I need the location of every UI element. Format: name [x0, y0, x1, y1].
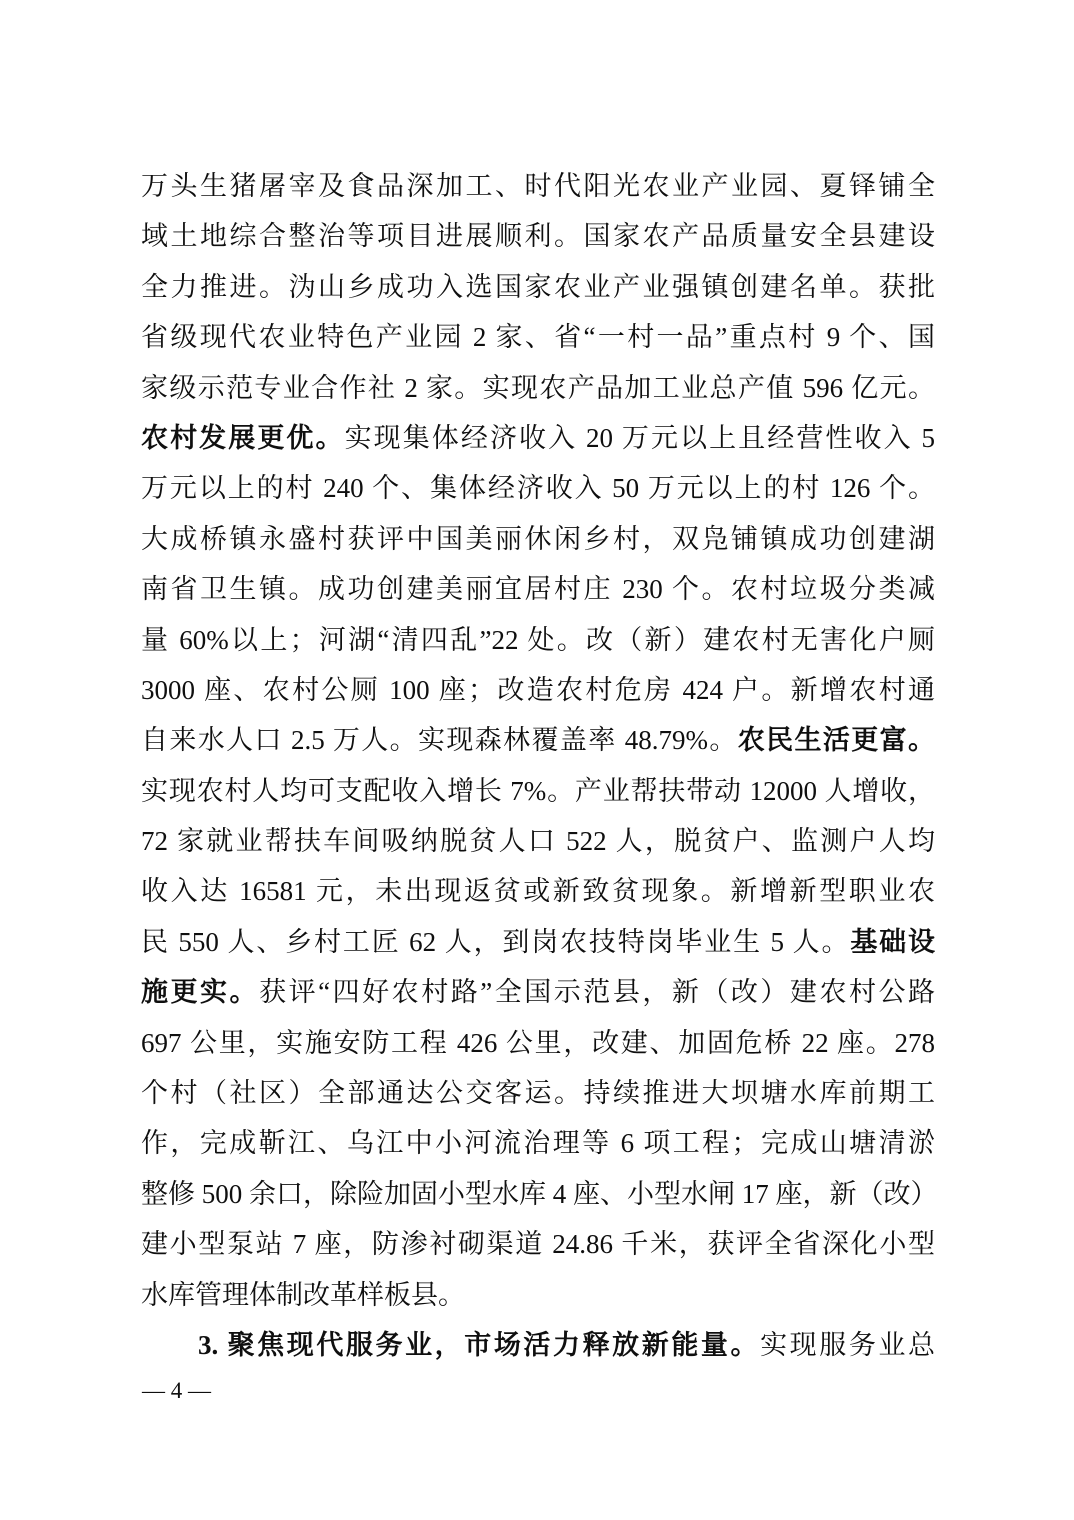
text-segment: 自来水人口 2.5 万人。实现森林覆盖率 48.79%。	[141, 725, 738, 756]
text-line	[141, 665, 935, 715]
text-line	[141, 413, 935, 463]
text-segment: 水库管理体制改革样板县。	[141, 1279, 465, 1310]
text-segment: 省级现代农业特色产业园 2 家、省“一村一品”重点村 9 个、国	[141, 322, 935, 353]
text-segment: 实现农村人均可支配收入增长 7%。产业帮扶带动 12000 人增收，	[141, 775, 935, 806]
text-line	[141, 1169, 938, 1219]
text-line	[141, 766, 935, 816]
text-line	[141, 1219, 935, 1269]
text-segment: 家级示范专业合作社 2 家。实现农产品加工业总产值 596 亿元。	[141, 372, 935, 403]
text-segment: 全力推进。沩山乡成功入选国家农业产业强镇创建名单。获批	[141, 271, 935, 302]
bold-text-segment: 基础设	[850, 926, 936, 957]
text-segment: 建小型泵站 7 座，防渗衬砌渠道 24.86 千米，获评全省深化小型	[141, 1229, 935, 1260]
bold-text-segment: 3. 聚焦现代服务业，市场活力释放新能量。	[198, 1329, 761, 1360]
text-line	[141, 917, 935, 967]
bold-text-segment: 农村发展更优。	[141, 422, 345, 453]
text-line	[141, 866, 935, 916]
text-segment: 民 550 人、乡村工匠 62 人，到岗农技特岗毕业生 5 人。	[141, 926, 851, 957]
text-segment: 实现服务业总	[760, 1329, 936, 1360]
page-number: — 4 —	[142, 1378, 211, 1403]
text-line	[141, 1270, 935, 1320]
text-segment: 万头生猪屠宰及食品深加工、时代阳光农业产业园、夏铎铺全	[141, 171, 935, 201]
text-segment: 南省卫生镇。成功创建美丽宜居村庄 230 个。农村垃圾分类减	[141, 574, 935, 605]
text-line	[141, 262, 935, 312]
text-segment: 72 家就业帮扶车间吸纳脱贫人口 522 人，脱贫户、监测户人均	[141, 826, 935, 857]
text-line	[141, 564, 935, 614]
text-segment: 697 公里，实施安防工程 426 公里，改建、加固危桥 22 座。278	[141, 1027, 935, 1058]
text-line	[141, 463, 935, 513]
text-line	[141, 816, 935, 866]
text-line	[141, 514, 935, 564]
bold-text-segment: 农民生活更富。	[737, 725, 935, 756]
text-segment: 实现集体经济收入 20 万元以上且经营性收入 5	[344, 422, 935, 453]
text-segment: 获评“四好农村路”全国示范县，新（改）建农村公路	[259, 977, 936, 1008]
text-line	[141, 967, 935, 1017]
text-segment: 收入达 16581 元，未出现返贫或新致贫现象。新增新型职业农	[141, 876, 935, 907]
text-line	[141, 715, 935, 765]
text-segment: 量 60%以上；河湖“清四乱”22 处。改（新）建农村无害化户厕	[141, 624, 935, 655]
document-body	[141, 161, 938, 1370]
text-line	[141, 1320, 935, 1370]
text-line	[141, 615, 935, 665]
text-line	[141, 1018, 935, 1068]
text-segment: 个村（社区）全部通达公交客运。持续推进大坝塘水库前期工	[141, 1078, 935, 1109]
text-line	[141, 161, 935, 211]
text-segment: 万元以上的村 240 个、集体经济收入 50 万元以上的村 126 个。	[141, 473, 935, 504]
text-line	[141, 1068, 935, 1118]
text-line	[141, 363, 935, 413]
text-segment: 作，完成靳江、乌江中小河流治理等 6 项工程；完成山塘清淤	[141, 1128, 935, 1159]
text-segment: 域土地综合整治等项目进展顺利。国家农产品质量安全县建设	[141, 221, 935, 252]
text-line	[141, 211, 935, 261]
bold-text-segment: 施更实。	[141, 977, 260, 1008]
text-segment: 整修 500 余口，除险加固小型水库 4 座、小型水闸 17 座，新（改）	[141, 1178, 938, 1209]
text-line	[141, 1118, 935, 1168]
text-line	[141, 312, 935, 362]
text-segment: 3000 座、农村公厕 100 座；改造农村危房 424 户。新增农村通	[141, 674, 935, 705]
text-segment: 大成桥镇永盛村获评中国美丽休闲乡村，双凫铺镇成功创建湖	[141, 523, 935, 554]
